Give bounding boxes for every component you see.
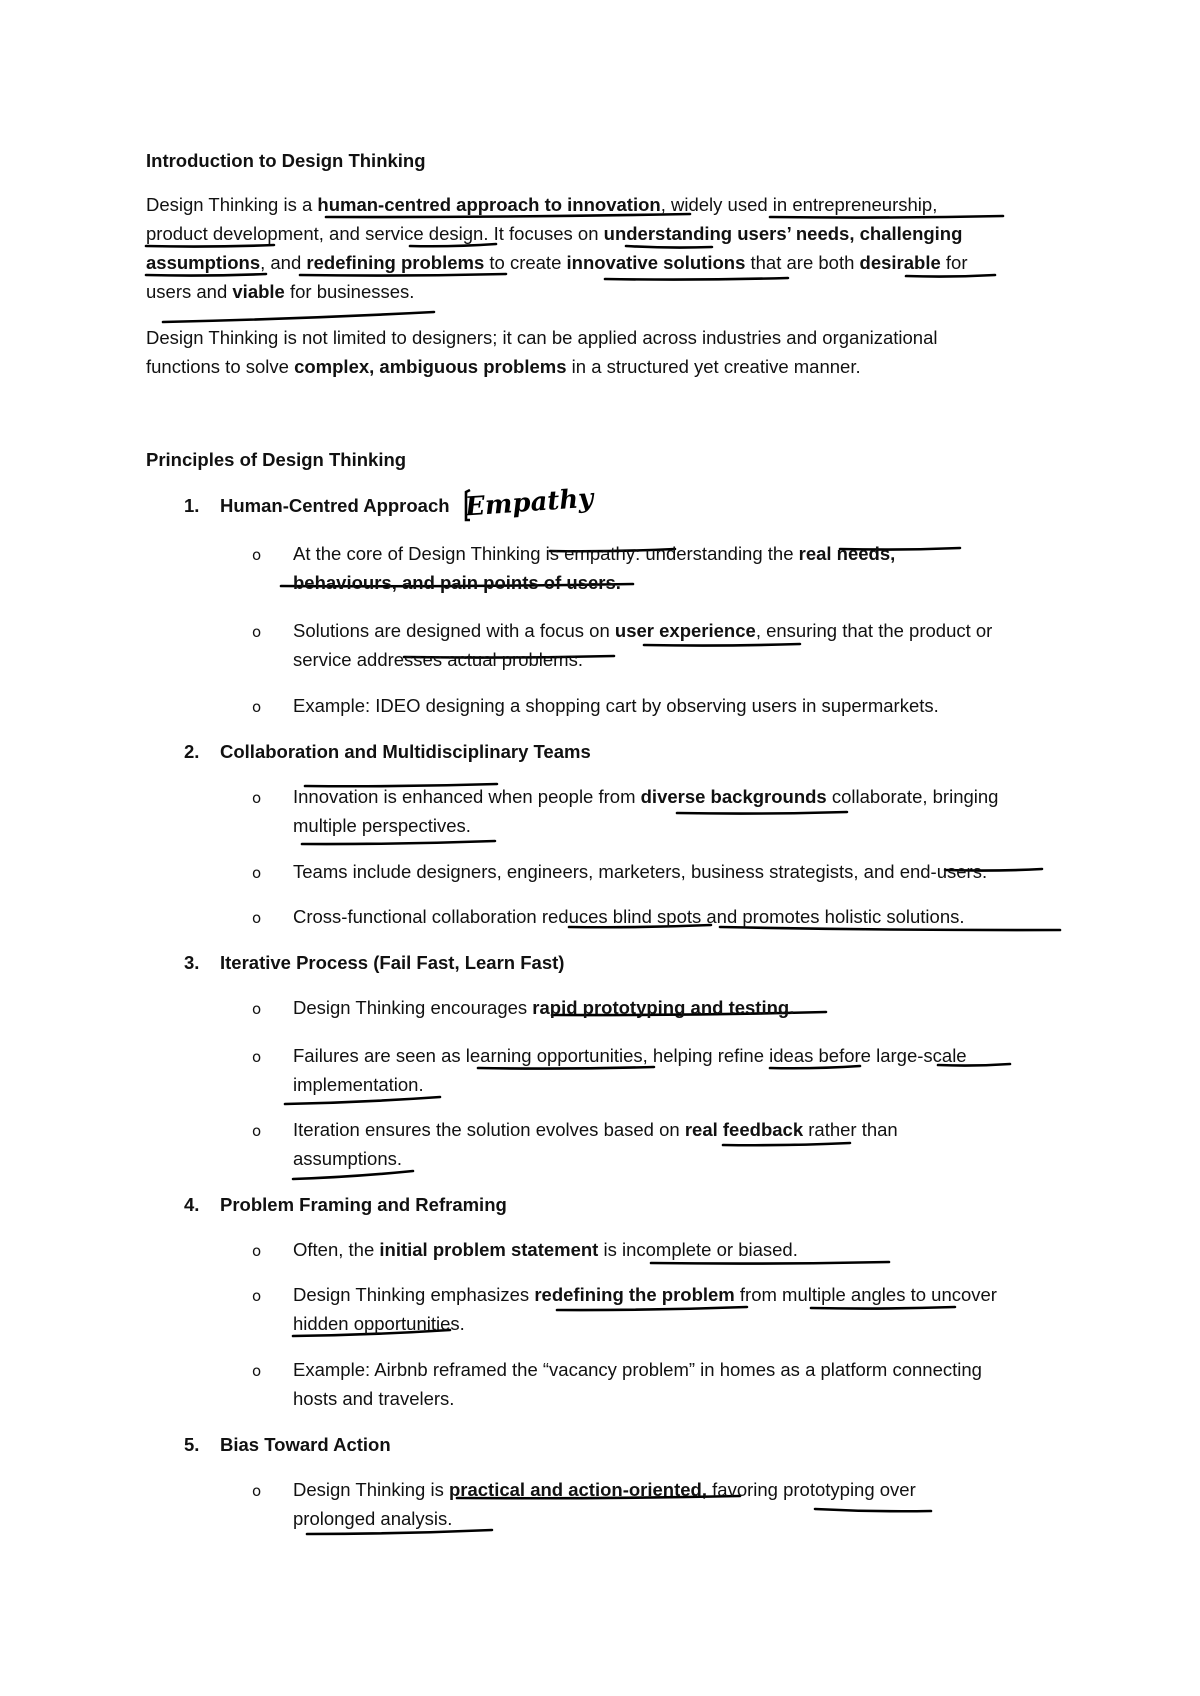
text-span: Design Thinking emphasizes: [293, 1284, 535, 1305]
ink-underline: [557, 1307, 747, 1310]
text-span: Example: IDEO designing a shopping cart by observing users in supermarkets.: [293, 695, 939, 716]
bullet-text: [293, 695, 939, 717]
bullet-glyph: o: [252, 1048, 262, 1066]
bullet-text: [293, 1074, 424, 1096]
bold-text: assumptions: [146, 252, 261, 273]
handwritten-note: Empathy: [464, 483, 595, 523]
bold-text: behaviours, and pain points of users.: [293, 572, 621, 593]
bullet-text: [293, 1388, 454, 1410]
ink-underline: [302, 841, 495, 844]
text-span: users and: [146, 281, 233, 302]
text-span: that are both: [745, 252, 860, 273]
bullet-glyph: o: [252, 864, 262, 882]
bullet-glyph: o: [252, 789, 262, 807]
bold-text: redefining the problem: [534, 1284, 735, 1305]
text-span: multiple perspectives.: [293, 815, 471, 836]
text-span: hosts and travelers.: [293, 1388, 455, 1409]
principle-number: 2.: [184, 741, 200, 762]
text-span: Failures are seen as learning opportunities, helping refine ideas before large-scale: [293, 1045, 967, 1066]
bullet-text: [293, 1359, 982, 1381]
text-span: Cross-functional collaboration reduces blind spots and promotes holistic solutions.: [293, 906, 965, 927]
bullet-text: [293, 786, 998, 808]
principle-number: 1.: [184, 495, 200, 516]
text-span: Design Thinking is: [293, 1479, 449, 1500]
bullet-glyph: o: [252, 909, 262, 927]
principle-number: 3.: [184, 952, 200, 973]
ink-underline: [307, 1530, 492, 1534]
bold-text: desirable: [859, 252, 941, 273]
text-span: Iteration ensures the solution evolves based on: [293, 1119, 685, 1140]
intro-p2-line2: [146, 356, 861, 378]
bullet-text: [293, 620, 992, 642]
text-span: service addresses actual problems.: [293, 649, 583, 670]
bold-text: human-centred approach to innovation: [317, 194, 661, 215]
text-span: Solutions are designed with a focus on: [293, 620, 615, 641]
text-span: to create: [484, 252, 567, 273]
ink-underline: [651, 1262, 889, 1264]
intro-p1-line3: [146, 252, 968, 274]
bullet-glyph: o: [252, 1362, 262, 1380]
text-span: implementation.: [293, 1074, 424, 1095]
bullet-text: [293, 906, 965, 928]
bullet-glyph: o: [252, 1242, 262, 1260]
bullet-text: [293, 649, 583, 671]
bullet-text: [293, 1239, 798, 1261]
principle-number: 4.: [184, 1194, 200, 1215]
bullet-text: [293, 543, 895, 565]
principle-heading: Problem Framing and Reframing: [220, 1194, 507, 1215]
bullet-text: [293, 1508, 452, 1530]
text-span: Design Thinking encourages: [293, 997, 533, 1018]
ink-underline: [285, 1097, 440, 1104]
bullet-text: [293, 1119, 898, 1141]
bold-text: diverse backgrounds: [640, 786, 827, 807]
bullet-glyph: o: [252, 1000, 262, 1018]
text-span: Innovation is enhanced when people from: [293, 786, 641, 807]
bullet-text: [293, 1284, 997, 1306]
text-span: assumptions.: [293, 1148, 402, 1169]
text-span: product development, and service design. It focuses on: [146, 223, 604, 244]
ink-underline: [478, 1067, 654, 1069]
ink-underline: [605, 278, 788, 280]
bullet-text: [293, 1479, 916, 1501]
bold-text: initial problem statement: [379, 1239, 599, 1260]
principle-number: 5.: [184, 1434, 200, 1455]
intro-p1-line1: [146, 194, 937, 216]
bullet-text: [293, 1313, 465, 1335]
ink-underline: [770, 216, 1003, 218]
ink-underline: [644, 644, 800, 646]
principle-heading: Bias Toward Action: [220, 1434, 391, 1455]
text-span: is incomplete or biased.: [598, 1239, 798, 1260]
principles-title: Principles of Design Thinking: [146, 449, 407, 470]
text-span: Often, the: [293, 1239, 380, 1260]
principle-heading: Human-Centred Approach: [220, 495, 450, 516]
bullet-text: [293, 572, 621, 594]
intro-p2-line1: Design Thinking is not limited to designers; it can be applied across industries and organizational: [146, 327, 938, 348]
ink-underline: [163, 312, 434, 322]
bullet-glyph: o: [252, 623, 262, 641]
principle-heading: Collaboration and Multidisciplinary Teams: [220, 741, 591, 762]
bullet-glyph: o: [252, 698, 262, 716]
bold-text: practical and action-oriented,: [448, 1479, 707, 1500]
bullet-text: [293, 815, 471, 837]
text-span: for businesses.: [284, 281, 415, 302]
text-span: At the core of Design Thinking is empathy: understanding the: [293, 543, 799, 564]
bold-text: rapid prototyping and testing.: [532, 997, 795, 1018]
bullet-glyph: o: [252, 1287, 262, 1305]
intro-title: Introduction to Design Thinking: [146, 150, 426, 171]
bold-text: redefining problems: [306, 252, 485, 273]
bullet-glyph: o: [252, 1122, 262, 1140]
text-span: Design Thinking is a: [146, 194, 318, 215]
text-span: functions to solve: [146, 356, 295, 377]
text-span: prolonged analysis.: [293, 1508, 453, 1529]
ink-underline: [293, 1171, 413, 1179]
bullet-text: [293, 1045, 967, 1067]
text-span: , widely used in entrepreneurship,: [660, 194, 938, 215]
bullet-text: [293, 997, 794, 1019]
ink-underline: [815, 1509, 931, 1511]
principle-heading: Iterative Process (Fail Fast, Learn Fast): [220, 952, 565, 973]
ink-underline: [677, 812, 847, 814]
bullet-text: [293, 1148, 402, 1170]
text-span: in a structured yet creative manner.: [566, 356, 861, 377]
text-span: favoring prototyping over: [707, 1479, 916, 1500]
bold-text: real needs,: [798, 543, 896, 564]
ink-underline: [906, 275, 995, 277]
ink-underline: [723, 1143, 850, 1145]
text-span: Teams include designers, engineers, marketers, business strategists, and end-users.: [293, 861, 988, 882]
text-span: Example: Airbnb reframed the “vacancy problem” in homes as a platform connecting: [293, 1359, 982, 1380]
bullet-glyph: o: [252, 1482, 262, 1500]
text-span: , and: [260, 252, 307, 273]
bold-text: viable: [232, 281, 285, 302]
bold-text: complex, ambiguous problems: [294, 356, 567, 377]
bold-text: real feedback: [684, 1119, 804, 1140]
bullet-glyph: o: [252, 546, 262, 564]
bold-text: understanding users’ needs, challenging: [603, 223, 963, 244]
text-span: from multiple angles to uncover: [734, 1284, 997, 1305]
text-span: hidden opportunities.: [293, 1313, 465, 1334]
ink-underline: [300, 274, 506, 276]
intro-p1-line4: [146, 281, 414, 303]
text-span: collaborate, bringing: [826, 786, 999, 807]
ink-underline: [811, 1307, 955, 1309]
text-span: , ensuring that the product or: [755, 620, 993, 641]
text-span: for: [940, 252, 968, 273]
bullet-text: [293, 861, 987, 883]
ink-underline: [146, 274, 266, 276]
ink-underline: [626, 246, 712, 248]
bold-text: user experience: [614, 620, 756, 641]
ink-underline: [146, 245, 274, 247]
text-span: rather than: [803, 1119, 898, 1140]
bold-text: innovative solutions: [566, 252, 746, 273]
intro-p1-line2: [146, 223, 962, 245]
